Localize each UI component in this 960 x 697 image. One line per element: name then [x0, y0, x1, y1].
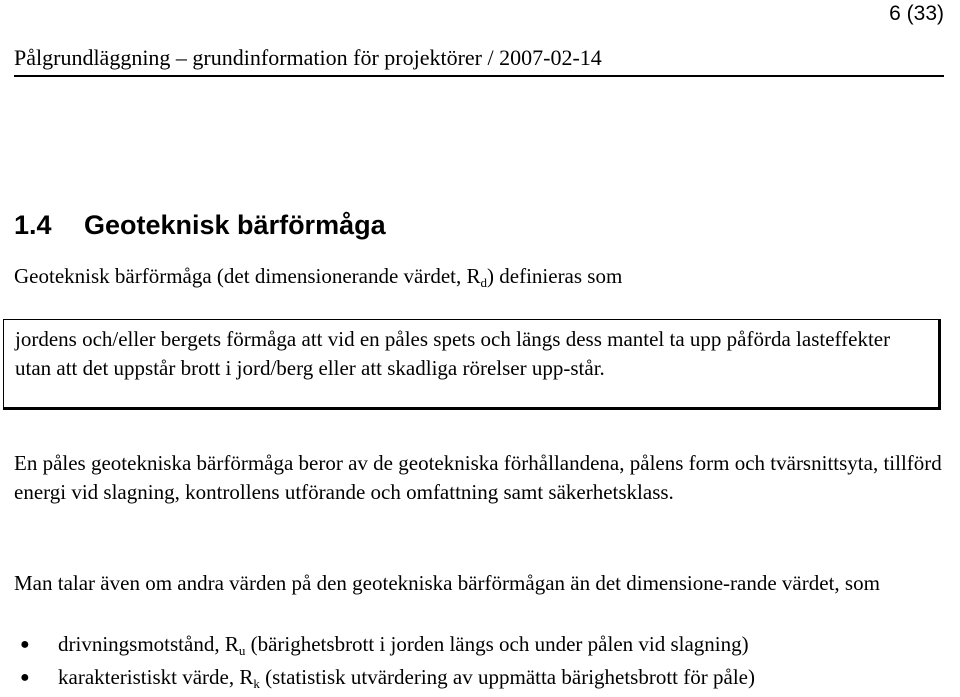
item-before: drivningsmotstånd, R [58, 632, 239, 656]
paragraph-other-values: Man talar även om andra värden på den geotekniska bärförmågan än det dimensione-rande värdet, som [14, 571, 880, 595]
intro-subscript: d [480, 275, 488, 290]
intro-before: Geoteknisk bärförmåga (det dimensionerande värdet, R [14, 264, 481, 288]
item-subscript: u [238, 643, 246, 658]
header-rule [14, 75, 944, 77]
bullet-icon: ● [20, 669, 30, 686]
list-item [14, 661, 944, 694]
intro-text [14, 261, 944, 291]
item-after: (statistisk utvärdering av uppmätta bärighetsbrott för påle) [259, 665, 755, 689]
section-number: 1.4 [14, 210, 52, 240]
paragraph-bearing-capacity: En påles geotekniska bärförmåga beror av de geotekniska förhållandena, pålens form och tvärsnittsyta, tillförd energi vid slagning, kontrollens utförande och omfattning samt säkerhetsklass. [14, 451, 942, 504]
list-item [14, 628, 944, 661]
section-heading [14, 205, 944, 245]
bullet-list [14, 628, 944, 694]
section-title: Geoteknisk bärförmåga [84, 210, 386, 240]
item-subscript: k [253, 676, 260, 691]
item-before: karakteristiskt värde, R [58, 665, 254, 689]
bullet-icon: ● [20, 636, 30, 653]
page-number: 6 (33) [889, 2, 944, 25]
intro-after: ) definieras som [487, 264, 623, 288]
definition-box: jordens och/eller bergets förmåga att vid en påles spets och längs dess mantel ta upp påförda lasteffekter utan att det uppstår brott i jord/berg eller att skadliga rörelser upp-står. [3, 319, 941, 410]
document-header: Pålgrundläggning – grundinformation för projektörer / 2007-02-14 [14, 45, 602, 70]
item-after: (bärighetsbrott i jorden längs och under pålen vid slagning) [245, 632, 749, 656]
